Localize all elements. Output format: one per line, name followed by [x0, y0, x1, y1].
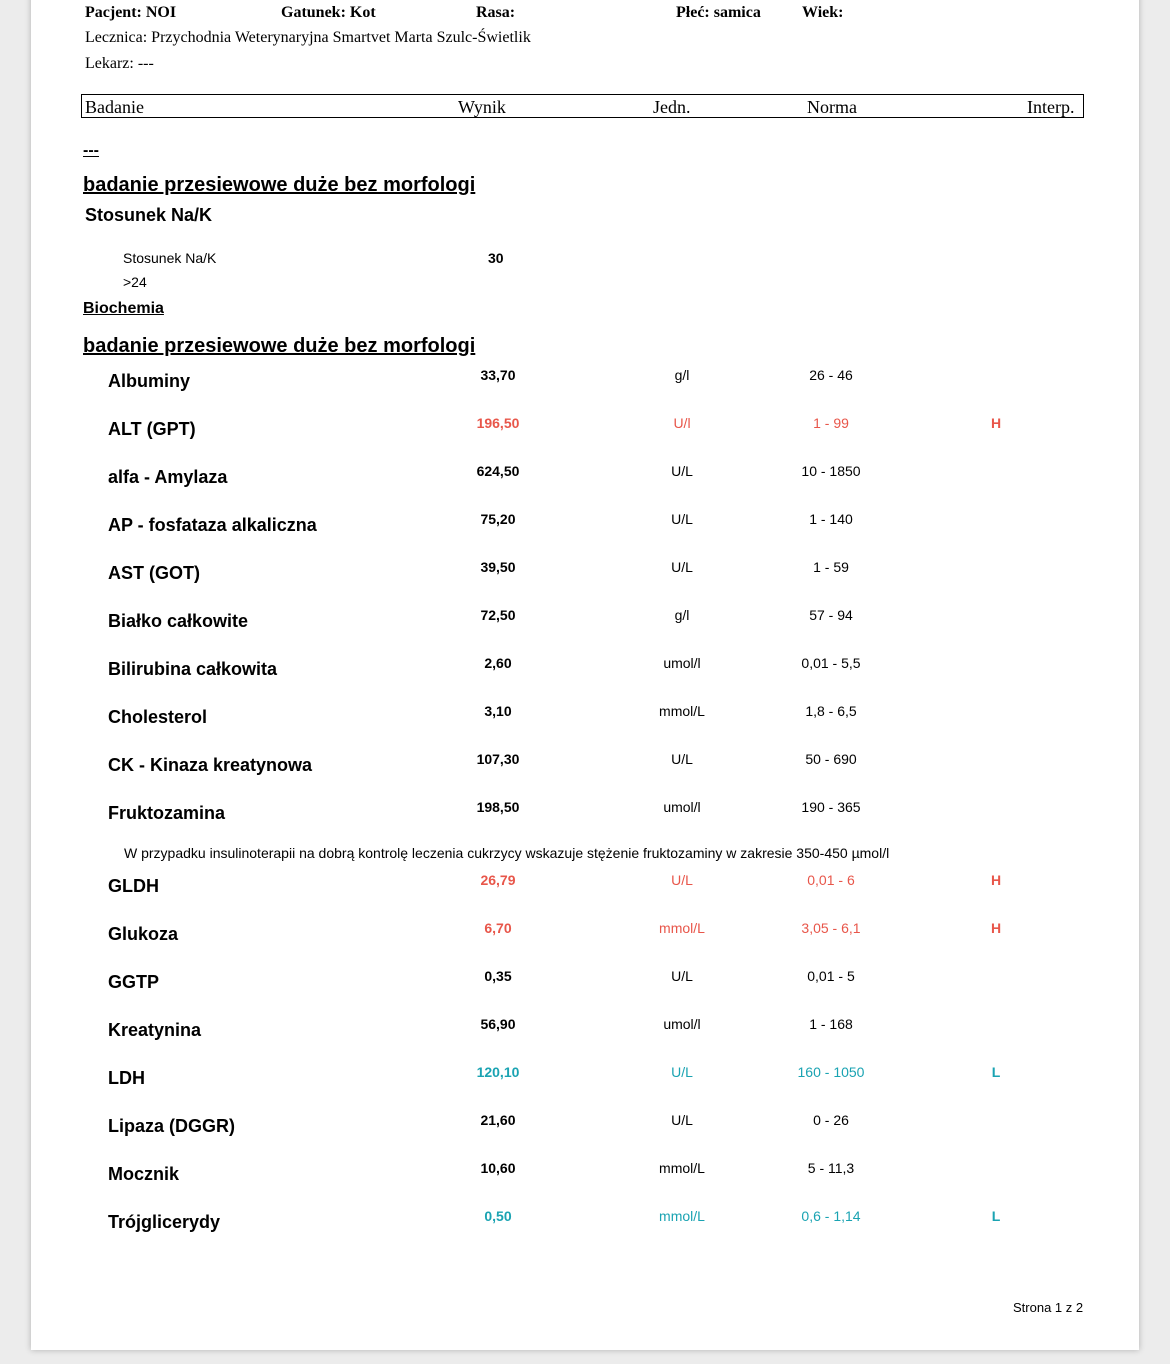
dash-marker: ---	[83, 142, 99, 159]
section-title: badanie przesiewowe duże bez morfologi	[83, 174, 476, 196]
result-value: 10,60	[480, 1160, 516, 1176]
result-value: 39,50	[480, 559, 516, 575]
table-row	[31, 1064, 1139, 1094]
result-unit: U/L	[671, 559, 693, 575]
result-value: 120,10	[476, 1064, 520, 1080]
result-unit: mmol/L	[659, 920, 705, 936]
reference-range: 1 - 168	[809, 1016, 853, 1032]
patient-name: Pacjent: NOI	[85, 4, 177, 21]
result-value: 56,90	[480, 1016, 516, 1032]
test-name: GGTP	[108, 972, 160, 992]
result-value: 72,50	[480, 607, 516, 623]
result-value: 6,70	[484, 920, 512, 936]
biochemistry-label: Biochemia	[83, 300, 164, 317]
results-table-header	[81, 94, 1084, 118]
na-k-ratio-value: 30	[488, 250, 504, 266]
doctor-name: Lekarz: ---	[85, 55, 154, 72]
result-unit: U/l	[673, 415, 691, 431]
result-value: 33,70	[480, 367, 516, 383]
test-name: Bilirubina całkowita	[108, 659, 278, 679]
table-row	[31, 1160, 1139, 1190]
clinic-name: Lecznica: Przychodnia Weterynaryjna Smartvet Marta Szulc-Świetlik	[85, 29, 531, 46]
report-page	[31, 0, 1139, 1350]
test-name: Trójglicerydy	[108, 1212, 221, 1232]
reference-range: 0,01 - 5	[807, 968, 855, 984]
reference-range: 160 - 1050	[797, 1064, 865, 1080]
reference-range: 1 - 59	[813, 559, 849, 575]
test-name: Cholesterol	[108, 707, 208, 727]
test-name: AP - fosfataza alkaliczna	[108, 515, 317, 535]
result-unit: U/L	[671, 872, 693, 888]
reference-range: 0,01 - 6	[807, 872, 855, 888]
col-norm-header: Norma	[807, 97, 857, 117]
result-value: 196,50	[476, 415, 520, 431]
reference-range: 3,05 - 6,1	[801, 920, 861, 936]
table-row	[31, 367, 1139, 397]
test-name: Albuminy	[108, 371, 191, 391]
reference-range: 1 - 140	[809, 511, 853, 527]
table-row	[31, 1112, 1139, 1142]
table-row	[31, 872, 1139, 902]
interpretation-flag: H	[990, 872, 1002, 888]
test-name: LDH	[108, 1068, 145, 1088]
col-unit-header: Jedn.	[653, 97, 691, 117]
table-row	[31, 1016, 1139, 1046]
table-row	[31, 920, 1139, 950]
test-name: Fruktozamina	[108, 803, 226, 823]
interpretation-flag: L	[991, 1064, 1001, 1080]
result-unit: U/L	[671, 511, 693, 527]
result-unit: U/L	[671, 463, 693, 479]
test-name: GLDH	[108, 876, 159, 896]
test-name: Lipaza (DGGR)	[108, 1116, 236, 1136]
result-unit: U/L	[671, 968, 693, 984]
result-unit: mmol/L	[659, 1160, 705, 1176]
result-value: 3,10	[484, 703, 512, 719]
patient-breed: Rasa:	[476, 4, 516, 21]
reference-range: 0,6 - 1,14	[801, 1208, 861, 1224]
reference-range: 190 - 365	[801, 799, 861, 815]
result-unit: umol/l	[663, 799, 701, 815]
result-value: 21,60	[480, 1112, 516, 1128]
table-row	[31, 607, 1139, 637]
fructosamine-note: W przypadku insulinoterapii na dobrą kontrolę leczenia cukrzycy wskazuje stężenie fruktozaminy w zakresie 350-450 µmol/l	[124, 845, 890, 861]
col-result-header: Wynik	[458, 97, 506, 117]
col-test-header: Badanie	[85, 97, 144, 117]
test-name: Glukoza	[108, 924, 179, 944]
reference-range: 50 - 690	[805, 751, 857, 767]
result-unit: mmol/L	[659, 703, 705, 719]
interpretation-flag: H	[990, 920, 1002, 936]
test-name: Białko całkowite	[108, 611, 249, 631]
result-value: 624,50	[476, 463, 520, 479]
reference-range: 10 - 1850	[801, 463, 861, 479]
test-name: AST (GOT)	[108, 563, 200, 583]
col-interp-header: Interp.	[1027, 97, 1075, 117]
na-k-ratio-name: Stosunek Na/K	[123, 250, 217, 266]
reference-range: 5 - 11,3	[807, 1160, 855, 1176]
interpretation-flag: H	[990, 415, 1002, 431]
table-row	[31, 1208, 1139, 1238]
result-unit: g/l	[674, 607, 690, 623]
table-row	[31, 463, 1139, 493]
interpretation-flag: L	[991, 1208, 1001, 1224]
result-unit: umol/l	[663, 655, 701, 671]
result-unit: U/L	[671, 751, 693, 767]
table-row	[31, 559, 1139, 589]
table-row	[31, 703, 1139, 733]
section-title: badanie przesiewowe duże bez morfologi	[83, 335, 476, 357]
table-row	[31, 751, 1139, 781]
patient-age: Wiek:	[802, 4, 844, 21]
result-value: 26,79	[480, 872, 516, 888]
test-name: Kreatynina	[108, 1020, 202, 1040]
result-unit: mmol/L	[659, 1208, 705, 1224]
table-row	[31, 415, 1139, 445]
reference-range: 57 - 94	[809, 607, 853, 623]
result-unit: umol/l	[663, 1016, 701, 1032]
result-value: 198,50	[476, 799, 520, 815]
result-value: 2,60	[484, 655, 512, 671]
result-unit: U/L	[671, 1112, 693, 1128]
result-unit: g/l	[674, 367, 690, 383]
table-row	[31, 968, 1139, 998]
reference-range: 1,8 - 6,5	[805, 703, 857, 719]
page-number: Strona 1 z 2	[1013, 1300, 1084, 1315]
na-k-ratio-norm: >24	[123, 274, 147, 290]
reference-range: 1 - 99	[813, 415, 849, 431]
patient-sex: Płeć: samica	[676, 4, 761, 21]
result-value: 0,35	[484, 968, 512, 984]
table-row	[31, 799, 1139, 829]
reference-range: 0,01 - 5,5	[801, 655, 861, 671]
patient-species: Gatunek: Kot	[281, 4, 376, 21]
section-subtitle: Stosunek Na/K	[85, 205, 213, 225]
test-name: CK - Kinaza kreatynowa	[108, 755, 313, 775]
test-name: alfa - Amylaza	[108, 467, 228, 487]
result-value: 75,20	[480, 511, 516, 527]
test-name: Mocznik	[108, 1164, 180, 1184]
table-row	[31, 511, 1139, 541]
reference-range: 26 - 46	[809, 367, 853, 383]
test-name: ALT (GPT)	[108, 419, 196, 439]
table-row	[31, 655, 1139, 685]
result-value: 0,50	[484, 1208, 512, 1224]
result-unit: U/L	[671, 1064, 693, 1080]
reference-range: 0 - 26	[813, 1112, 849, 1128]
result-value: 107,30	[476, 751, 520, 767]
